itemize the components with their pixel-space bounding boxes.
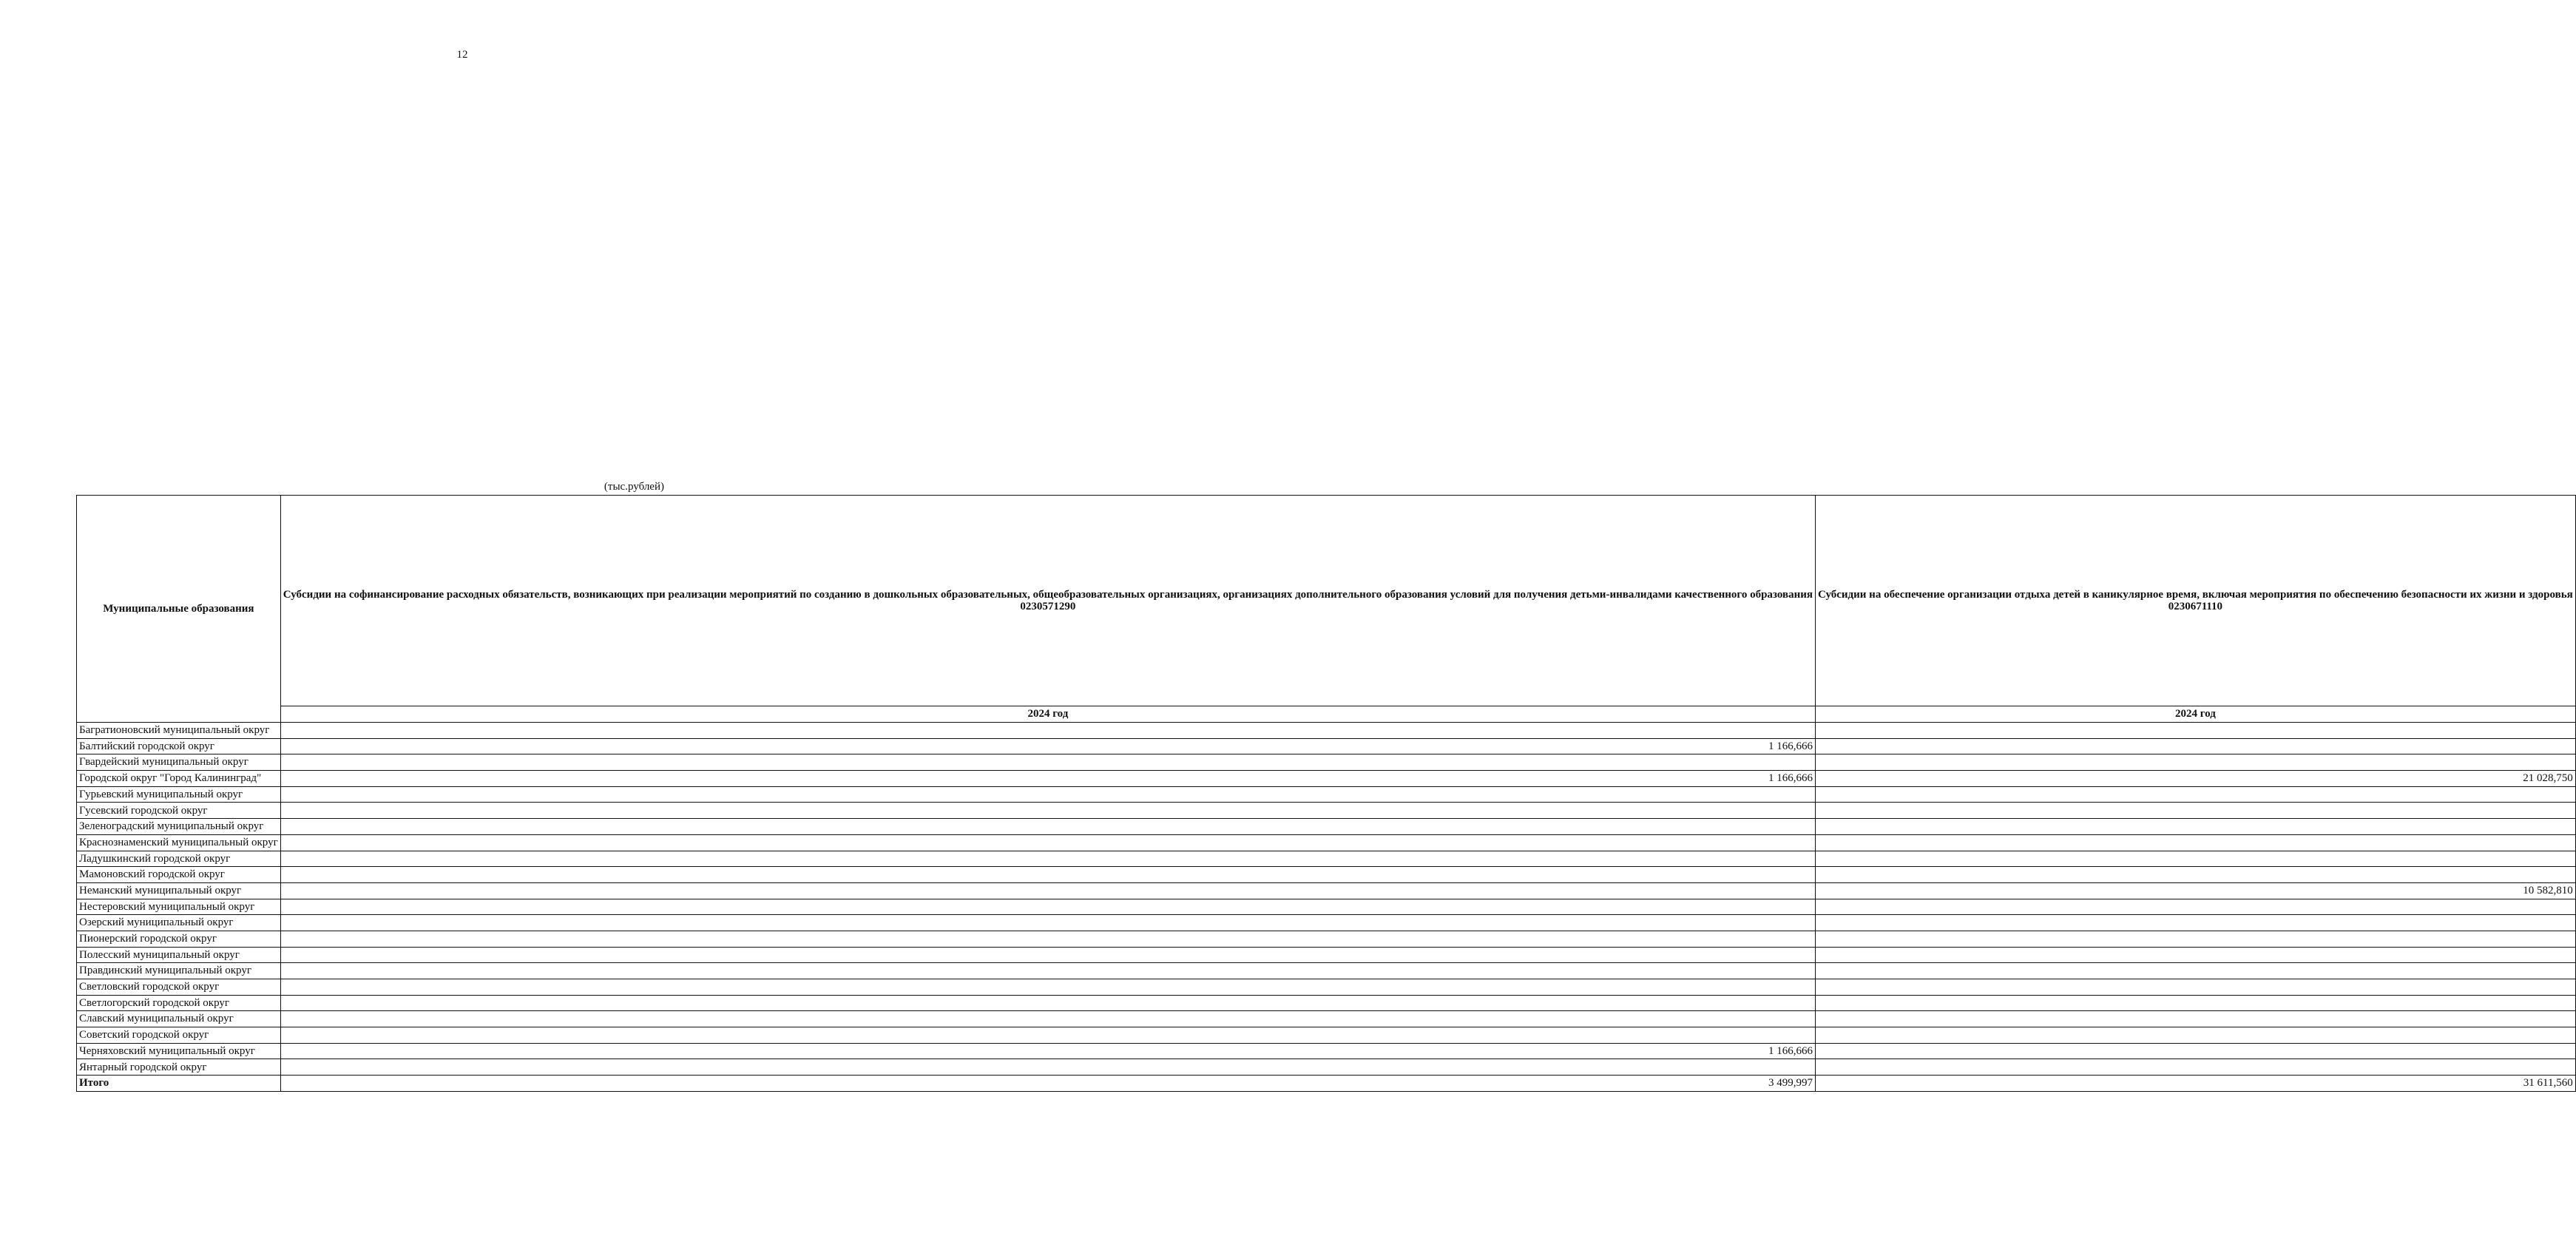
- municipality-name: Мамоновский городской округ: [77, 867, 281, 883]
- municipality-name: Славский муниципальный округ: [77, 1011, 281, 1027]
- header-col1: [280, 496, 1815, 706]
- municipality-name: Гусевский городской округ: [77, 803, 281, 819]
- table-row: [77, 786, 2576, 803]
- municipality-name: Ладушкинский городской округ: [77, 851, 281, 867]
- table-row: [77, 915, 2576, 931]
- table-row: [77, 851, 2576, 867]
- municipality-name: Светлогорский городской округ: [77, 995, 281, 1011]
- total-col1: 3 499,997: [280, 1076, 1815, 1092]
- table-row: [77, 1043, 2576, 1059]
- col1-value: [280, 786, 1815, 803]
- col2-value: [1816, 867, 2576, 883]
- subsidies-table: [76, 495, 2576, 1092]
- municipality-name: Светловский городской округ: [77, 979, 281, 996]
- page-number: 12: [456, 49, 468, 61]
- header-col2-title: Субсидии на обеспечение организации отдыха детей в каникулярное время, включая мероприятия по обеспечению безопасности их жизни и здоровья: [1818, 588, 2573, 601]
- col2-value: 21 028,750: [1816, 771, 2576, 787]
- col2-value: [1816, 786, 2576, 803]
- municipality-name: Краснознаменский муниципальный округ: [77, 834, 281, 851]
- total-row: [77, 1076, 2576, 1092]
- municipality-name: Зеленоградский муниципальный округ: [77, 819, 281, 835]
- col2-value: 10 582,810: [1816, 882, 2576, 899]
- table-row: [77, 819, 2576, 835]
- col1-value: [280, 899, 1815, 915]
- total-label: Итого: [77, 1076, 281, 1092]
- col2-value: [1816, 899, 2576, 915]
- col1-value: [280, 723, 1815, 739]
- col1-value: [280, 995, 1815, 1011]
- header-col1-title: Субсидии на софинансирование расходных обязательств, возникающих при реализации мероприятий по созданию в дошкольных образовательных, общеобразовательных организациях, организациях дополнительного образования условий для получения детьми-инвалидами качественного образования: [283, 588, 1813, 601]
- municipality-name: Балтийский городской округ: [77, 738, 281, 754]
- table-row: [77, 882, 2576, 899]
- col2-value: [1816, 931, 2576, 947]
- table-row: [77, 995, 2576, 1011]
- col1-value: [280, 867, 1815, 883]
- col1-value: [280, 1011, 1815, 1027]
- col1-value: [280, 803, 1815, 819]
- col2-value: [1816, 803, 2576, 819]
- municipality-name: Правдинский муниципальный округ: [77, 963, 281, 979]
- col2-value: [1816, 979, 2576, 996]
- col1-value: [280, 1059, 1815, 1076]
- col2-value: [1816, 1043, 2576, 1059]
- col2-value: [1816, 851, 2576, 867]
- total-col2: 31 611,560: [1816, 1076, 2576, 1092]
- header-municipalities: Муниципальные образования: [77, 496, 281, 723]
- col1-value: [280, 851, 1815, 867]
- col1-value: [280, 882, 1815, 899]
- municipality-name: Озерский муниципальный округ: [77, 915, 281, 931]
- municipality-name: Пионерский городской округ: [77, 931, 281, 947]
- col2-value: [1816, 1027, 2576, 1044]
- col1-value: [280, 834, 1815, 851]
- col1-value: [280, 963, 1815, 979]
- municipality-name: Черняховский муниципальный округ: [77, 1043, 281, 1059]
- col1-value: [280, 979, 1815, 996]
- municipality-name: Янтарный городской округ: [77, 1059, 281, 1076]
- table-row: [77, 723, 2576, 739]
- municipality-name: Советский городской округ: [77, 1027, 281, 1044]
- header-col1-code: 0230571290: [1020, 601, 1076, 612]
- header-col1-year: 2024 год: [280, 706, 1815, 723]
- col1-value: [280, 819, 1815, 835]
- col2-value: [1816, 723, 2576, 739]
- units-note: (тыс.рублей): [604, 481, 664, 493]
- municipality-name: Неманский муниципальный округ: [77, 882, 281, 899]
- col2-value: [1816, 1011, 2576, 1027]
- table-row: [77, 1011, 2576, 1027]
- col2-value: [1816, 738, 2576, 754]
- col1-value: [280, 947, 1815, 963]
- table-row: [77, 931, 2576, 947]
- table-row: [77, 738, 2576, 754]
- municipality-name: Гурьевский муниципальный округ: [77, 786, 281, 803]
- table-row: [77, 771, 2576, 787]
- header-col2: [1816, 496, 2576, 706]
- col1-value: [280, 931, 1815, 947]
- municipality-name: Городской округ "Город Калининград": [77, 771, 281, 787]
- col1-value: [280, 754, 1815, 771]
- col1-value: 1 166,666: [280, 1043, 1815, 1059]
- col1-value: 1 166,666: [280, 771, 1815, 787]
- table-row: [77, 1059, 2576, 1076]
- col1-value: [280, 1027, 1815, 1044]
- col1-value: 1 166,666: [280, 738, 1815, 754]
- municipality-name: Нестеровский муниципальный округ: [77, 899, 281, 915]
- municipality-name: Гвардейский муниципальный округ: [77, 754, 281, 771]
- header-col2-code: 0230671110: [2168, 601, 2223, 612]
- municipality-name: Полесский муниципальный округ: [77, 947, 281, 963]
- table-row: [77, 979, 2576, 996]
- table-row: [77, 963, 2576, 979]
- col2-value: [1816, 963, 2576, 979]
- col1-value: [280, 915, 1815, 931]
- header-col2-year: 2024 год: [1816, 706, 2576, 723]
- table-row: [77, 803, 2576, 819]
- table-body: [77, 723, 2576, 1092]
- table-row: [77, 1027, 2576, 1044]
- col2-value: [1816, 819, 2576, 835]
- col2-value: [1816, 915, 2576, 931]
- col2-value: [1816, 1059, 2576, 1076]
- table-row: [77, 947, 2576, 963]
- table-row: [77, 754, 2576, 771]
- col2-value: [1816, 947, 2576, 963]
- table-row: [77, 899, 2576, 915]
- col2-value: [1816, 834, 2576, 851]
- col2-value: [1816, 754, 2576, 771]
- table-row: [77, 834, 2576, 851]
- col2-value: [1816, 995, 2576, 1011]
- table-row: [77, 867, 2576, 883]
- municipality-name: Багратионовский муниципальный округ: [77, 723, 281, 739]
